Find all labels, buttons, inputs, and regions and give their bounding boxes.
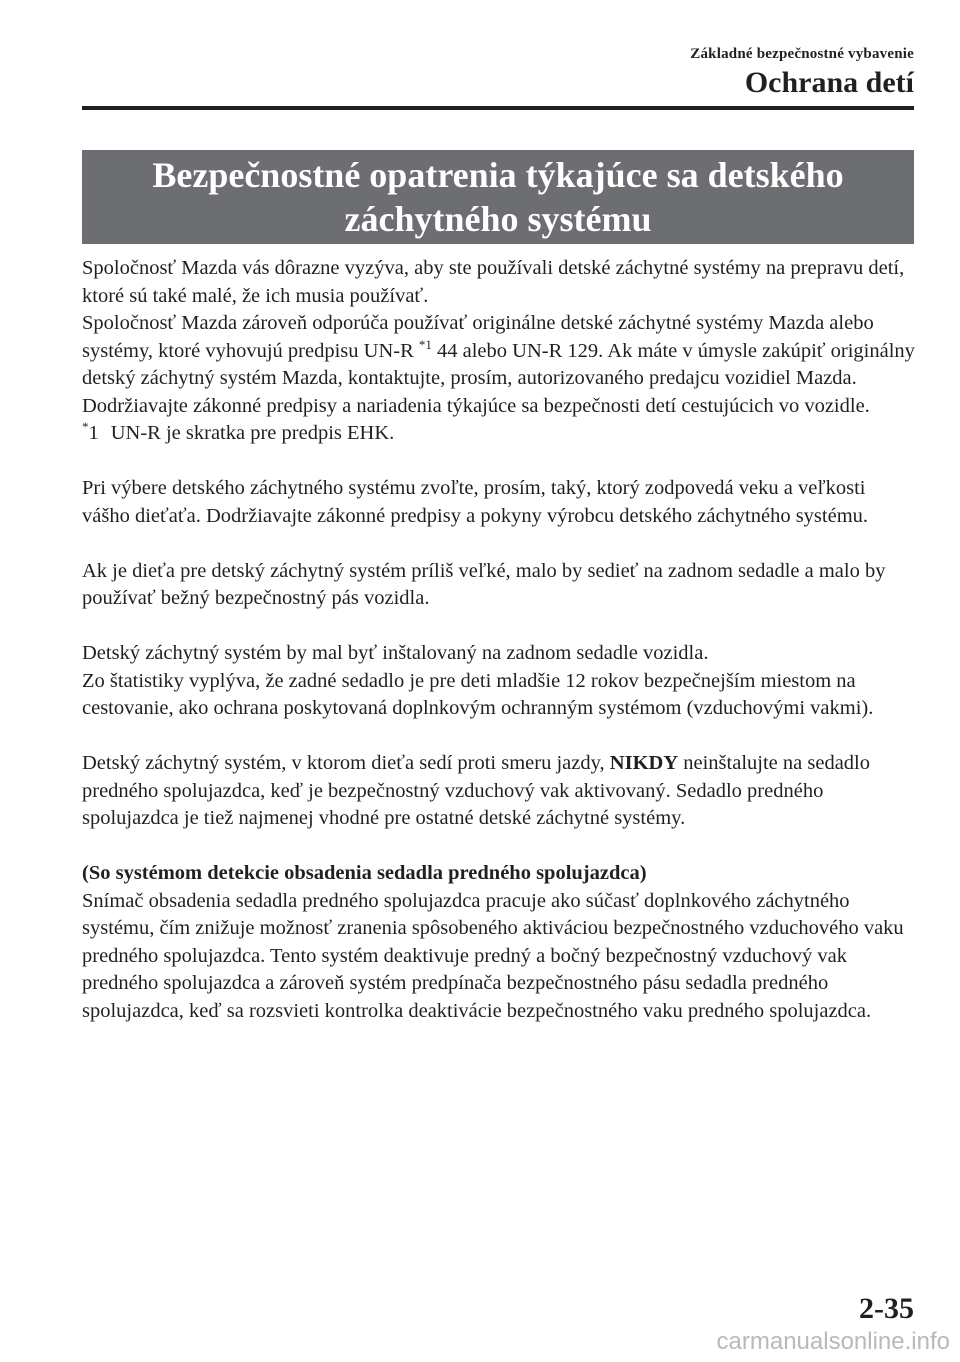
paragraph-6: Detský záchytný systém by mal byť inštalovaný na zadnom sedadle vozidla.	[82, 642, 709, 664]
section-title: Bezpečnostné opatrenia týkajúce sa detského záchytného systému	[152, 155, 844, 239]
running-section-title: Základné bezpečnostné vybavenie	[690, 46, 914, 62]
page-number: 2-35	[859, 1292, 914, 1325]
footnote-star: *	[82, 419, 89, 435]
paragraph-9: Snímač obsadenia sedadla predného spolujazdca pracuje ako súčasť doplnkového záchytného systému, čím znižuje možnosť zranenia spôsobeného aktiváciou bezpečnostného vzduchového vaku predného spolujazdca. Tento systém deaktivuje predný a bočný bezpečnostný vzduchový vak predného spolujazdca a zároveň systém predpínača bezpečnostného pásu sedadla predného spolujazdca, keď sa rozsvieti kontrolka deaktivácie bezpečnostného vaku predného spolujazdca.	[82, 889, 904, 1022]
paragraph-4: Pri výbere detského záchytného systému zvoľte, prosím, taký, ktorý zodpovedá veku a veľkosti vášho dieťaťa. Dodržiavajte zákonné predpisy a pokyny výrobcu detského záchytného systému.	[82, 477, 869, 527]
running-chapter-title: Ochrana detí	[744, 66, 914, 99]
footnote	[82, 420, 916, 448]
paragraph-3: Dodržiavajte zákonné predpisy a nariadenia týkajúce sa bezpečnosti detí cestujúcich vo vozidle.	[82, 394, 870, 417]
footnote-number: 1	[88, 422, 99, 444]
paragraph-8-text-b: neinštalujte na sedadlo predného spolujazdca, keď je bezpečnostný vzduchový vak aktivovaný. Sedadlo predného spolujazdca je tiež najmenej vhodné pre ostatné detské záchytné systémy.	[82, 752, 870, 829]
emphasis-never: NIKDY	[609, 752, 679, 774]
paragraph-1: Spoločnosť Mazda vás dôrazne vyzýva, aby ste používali detské záchytné systémy na prepravu detí, ktoré sú také malé, že ich musia používať.	[82, 257, 905, 307]
paragraph-7: Zo štatistiky vyplýva, že zadné sedadlo je pre deti mladšie 12 rokov bezpečnejším miestom na cestovanie, ako ochrana poskytovaná doplnkovým ochranným systémom (vzduchovými vakmi).	[82, 669, 874, 719]
subheading-occupant-detection: (So systémom detekcie obsadenia sedadla predného spolujazdca)	[82, 862, 647, 884]
footnote-label	[82, 419, 99, 444]
paragraph-2-text-b: 44 alebo UN-R 129. Ak máte v úmysle zakúpiť originálny detský záchytný systém Mazda, kontaktujte, prosím, autorizovaného predajcu vozidiel Mazda.	[82, 339, 915, 389]
section-title-banner	[82, 150, 914, 244]
paragraph-2-text-a: Spoločnosť Mazda zároveň odporúča používať originálne detské záchytné systémy Mazda alebo systémy, ktoré vyhovujú predpisu UN-R	[82, 312, 874, 362]
watermark: carmanualsonline.info	[716, 1328, 950, 1355]
paragraph-8	[82, 750, 916, 833]
paragraph-5: Ak je dieťa pre detský záchytný systém príliš veľké, malo by sedieť na zadnom sedadle a malo by používať bežný bezpečnostný pás vozidla.	[82, 559, 886, 609]
paragraph-8-text-a: Detský záchytný systém, v ktorom dieťa sedí proti smeru jazdy,	[82, 752, 610, 774]
header-rule	[82, 106, 914, 110]
body-text	[82, 255, 916, 1025]
footnote-reference: *1	[418, 336, 432, 352]
footnote-text: UN-R je skratka pre predpis EHK.	[110, 422, 395, 444]
paragraph-2	[82, 310, 916, 393]
